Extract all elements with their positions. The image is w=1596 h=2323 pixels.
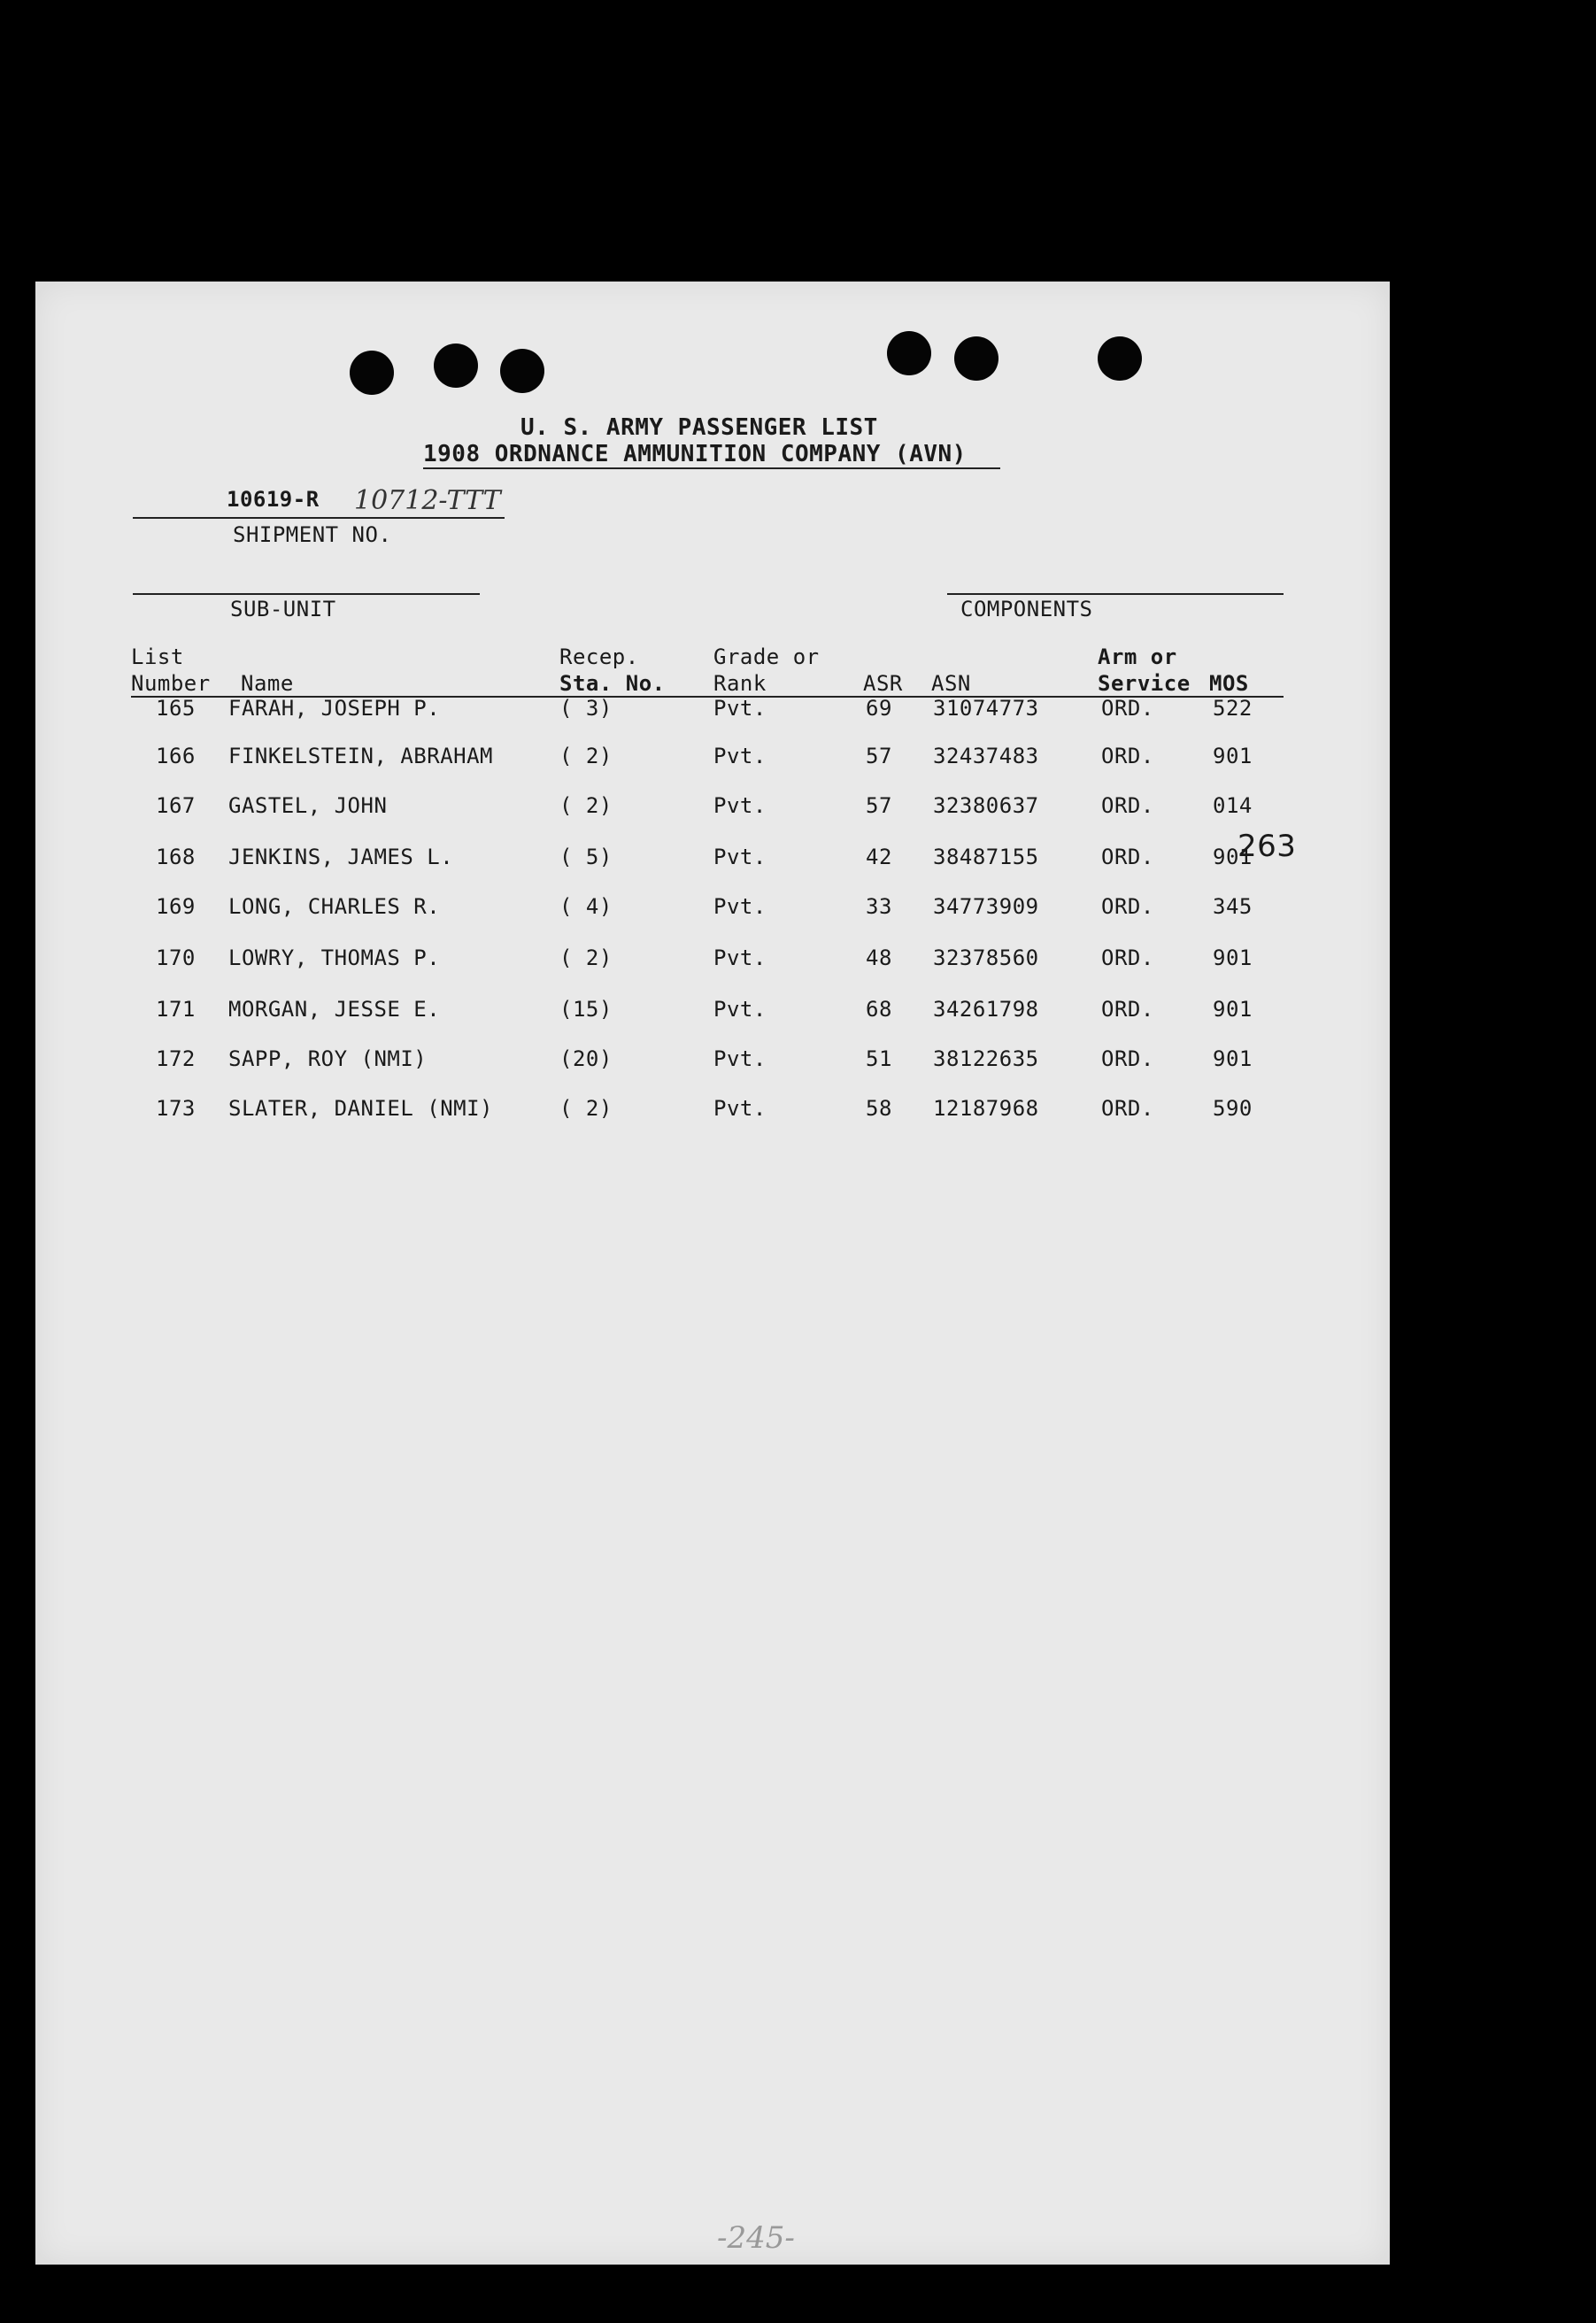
cell-mos: 901 [1213, 744, 1253, 768]
cell-grade: Pvt. [713, 894, 767, 919]
cell-number: 168 [156, 845, 196, 869]
cell-asn: 31074773 [933, 696, 1039, 721]
col-asn: ASN [931, 671, 971, 696]
cell-arm: ORD. [1101, 1096, 1154, 1121]
cell-grade: Pvt. [713, 696, 767, 721]
cell-asn: 34773909 [933, 894, 1039, 919]
cell-arm: ORD. [1101, 997, 1154, 1022]
col-arm-1: Arm or [1098, 644, 1177, 669]
cell-asr: 68 [866, 997, 892, 1022]
cell-recep: (15) [559, 997, 613, 1022]
col-recep-1: Recep. [559, 644, 639, 669]
cell-recep: ( 2) [559, 945, 613, 970]
shipment-handwritten: 10712-TTT [354, 485, 501, 516]
cell-number: 173 [156, 1096, 196, 1121]
cell-asr: 69 [866, 696, 892, 721]
sub-unit-label: SUB-UNIT [230, 597, 336, 621]
cell-recep: ( 2) [559, 793, 613, 818]
sub-unit-line [133, 593, 480, 595]
cell-arm: ORD. [1101, 945, 1154, 970]
punch-hole [434, 343, 478, 388]
cell-asn: 32380637 [933, 793, 1039, 818]
page-title: U. S. ARMY PASSENGER LIST [520, 414, 878, 441]
cell-name: FINKELSTEIN, ABRAHAM [228, 744, 493, 768]
table-row [35, 845, 1390, 880]
table-row [35, 744, 1390, 779]
col-grade-2: Rank [713, 671, 767, 696]
cell-arm: ORD. [1101, 696, 1154, 721]
col-list-1: List [131, 644, 184, 669]
cell-asr: 42 [866, 845, 892, 869]
punch-hole [954, 336, 998, 381]
cell-grade: Pvt. [713, 945, 767, 970]
subtitle-underline [423, 467, 1000, 469]
cell-asr: 57 [866, 744, 892, 768]
page-stamp-number: 263 [1237, 829, 1297, 864]
col-asr: ASR [863, 671, 903, 696]
cell-asr: 33 [866, 894, 892, 919]
table-row [35, 793, 1390, 829]
cell-name: SLATER, DANIEL (NMI) [228, 1096, 493, 1121]
cell-mos: 522 [1213, 696, 1253, 721]
cell-asn: 32378560 [933, 945, 1039, 970]
cell-grade: Pvt. [713, 1046, 767, 1071]
col-arm-2: Service [1098, 671, 1191, 696]
cell-mos: 901 [1213, 945, 1253, 970]
col-name: Name [241, 671, 294, 696]
cell-grade: Pvt. [713, 997, 767, 1022]
col-grade-1: Grade or [713, 644, 820, 669]
cell-mos: 901 [1213, 845, 1253, 869]
cell-mos: 901 [1213, 1046, 1253, 1071]
cell-name: LONG, CHARLES R. [228, 894, 441, 919]
cell-asr: 48 [866, 945, 892, 970]
cell-arm: ORD. [1101, 845, 1154, 869]
shipment-number: 10619-R [227, 487, 320, 512]
cell-asn: 38122635 [933, 1046, 1039, 1071]
shipment-label: SHIPMENT NO. [233, 522, 392, 547]
cell-asn: 32437483 [933, 744, 1039, 768]
components-label: COMPONENTS [960, 597, 1093, 621]
col-list-2: Number [131, 671, 211, 696]
cell-asr: 57 [866, 793, 892, 818]
cell-name: JENKINS, JAMES L. [228, 845, 454, 869]
cell-arm: ORD. [1101, 744, 1154, 768]
cell-name: SAPP, ROY (NMI) [228, 1046, 428, 1071]
cell-asr: 58 [866, 1096, 892, 1121]
cell-number: 165 [156, 696, 196, 721]
footer-page-number: -245- [717, 2220, 795, 2256]
table-row [35, 696, 1390, 731]
cell-recep: ( 3) [559, 696, 613, 721]
shipment-line [133, 517, 505, 519]
cell-grade: Pvt. [713, 845, 767, 869]
punch-hole [1098, 336, 1142, 381]
page-subtitle: 1908 ORDNANCE AMMUNITION COMPANY (AVN) [423, 441, 967, 467]
col-mos: MOS [1209, 671, 1249, 696]
cell-recep: (20) [559, 1046, 613, 1071]
punch-hole [500, 349, 544, 393]
cell-number: 172 [156, 1046, 196, 1071]
cell-asn: 38487155 [933, 845, 1039, 869]
cell-name: GASTEL, JOHN [228, 793, 388, 818]
table-row [35, 945, 1390, 981]
cell-number: 166 [156, 744, 196, 768]
cell-recep: ( 4) [559, 894, 613, 919]
cell-recep: ( 2) [559, 1096, 613, 1121]
table-row [35, 1096, 1390, 1131]
cell-grade: Pvt. [713, 1096, 767, 1121]
table-row [35, 894, 1390, 930]
components-line [947, 593, 1284, 595]
cell-mos: 014 [1213, 793, 1253, 818]
cell-arm: ORD. [1101, 793, 1154, 818]
cell-recep: ( 5) [559, 845, 613, 869]
cell-grade: Pvt. [713, 793, 767, 818]
table-row [35, 1046, 1390, 1082]
cell-recep: ( 2) [559, 744, 613, 768]
cell-name: MORGAN, JESSE E. [228, 997, 441, 1022]
cell-name: FARAH, JOSEPH P. [228, 696, 441, 721]
cell-mos: 901 [1213, 997, 1253, 1022]
punch-hole [887, 331, 931, 375]
cell-number: 170 [156, 945, 196, 970]
cell-number: 169 [156, 894, 196, 919]
document-page [35, 282, 1390, 2265]
col-recep-2: Sta. No. [559, 671, 666, 696]
cell-mos: 590 [1213, 1096, 1253, 1121]
cell-number: 167 [156, 793, 196, 818]
cell-asr: 51 [866, 1046, 892, 1071]
cell-asn: 34261798 [933, 997, 1039, 1022]
cell-number: 171 [156, 997, 196, 1022]
cell-asn: 12187968 [933, 1096, 1039, 1121]
table-row [35, 997, 1390, 1032]
punch-hole [350, 351, 394, 395]
cell-arm: ORD. [1101, 1046, 1154, 1071]
cell-grade: Pvt. [713, 744, 767, 768]
cell-mos: 345 [1213, 894, 1253, 919]
cell-arm: ORD. [1101, 894, 1154, 919]
cell-name: LOWRY, THOMAS P. [228, 945, 441, 970]
